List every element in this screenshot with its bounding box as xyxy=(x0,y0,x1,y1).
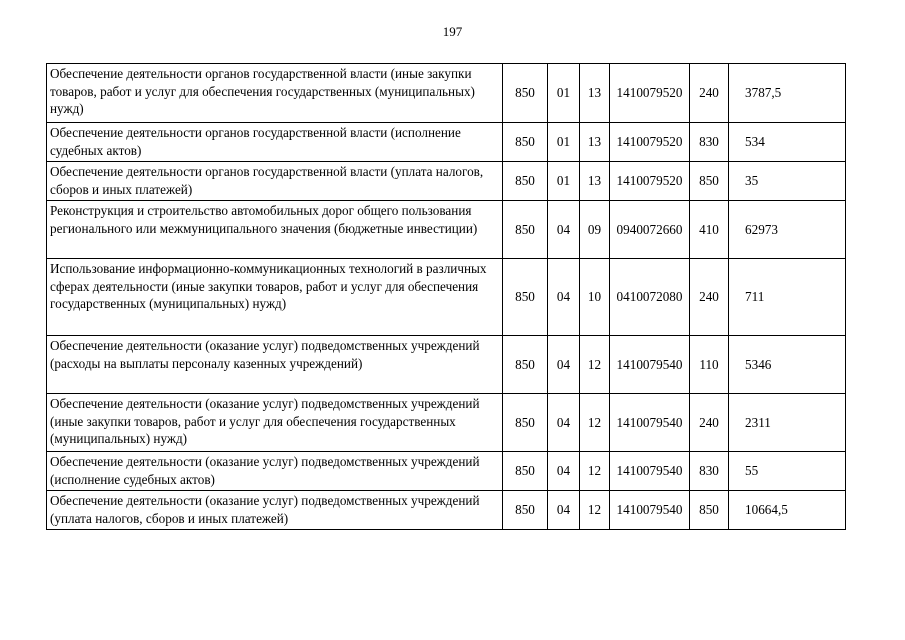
row-section-code: 01 xyxy=(548,162,580,201)
row-amount: 62973 xyxy=(729,201,846,259)
row-admin-code: 850 xyxy=(503,201,548,259)
row-target-code: 1410079540 xyxy=(610,491,690,530)
row-subsection-code: 09 xyxy=(580,201,610,259)
budget-table xyxy=(46,63,846,530)
table-row xyxy=(47,491,846,530)
row-expense-type: 850 xyxy=(690,162,729,201)
row-amount: 2311 xyxy=(729,394,846,452)
row-expense-type: 240 xyxy=(690,259,729,336)
row-amount: 711 xyxy=(729,259,846,336)
row-section-code: 04 xyxy=(548,491,580,530)
row-subsection-code: 13 xyxy=(580,123,610,162)
row-target-code: 1410079520 xyxy=(610,123,690,162)
row-admin-code: 850 xyxy=(503,394,548,452)
table-row xyxy=(47,259,846,336)
row-target-code: 1410079540 xyxy=(610,452,690,491)
row-subsection-code: 12 xyxy=(580,394,610,452)
row-admin-code: 850 xyxy=(503,491,548,530)
row-amount: 5346 xyxy=(729,336,846,394)
row-target-code: 1410079540 xyxy=(610,394,690,452)
row-expense-type: 850 xyxy=(690,491,729,530)
row-target-code: 1410079520 xyxy=(610,64,690,123)
row-amount: 3787,5 xyxy=(729,64,846,123)
row-section-code: 04 xyxy=(548,259,580,336)
row-description: Обеспечение деятельности (оказание услуг) подведомственных учреждений (уплата налогов, сборов и иных платежей) xyxy=(47,491,503,530)
row-admin-code: 850 xyxy=(503,123,548,162)
row-target-code: 1410079520 xyxy=(610,162,690,201)
row-target-code: 0410072080 xyxy=(610,259,690,336)
row-amount: 10664,5 xyxy=(729,491,846,530)
row-target-code: 1410079540 xyxy=(610,336,690,394)
row-admin-code: 850 xyxy=(503,162,548,201)
table-row xyxy=(47,394,846,452)
page-number: 197 xyxy=(442,24,463,39)
row-subsection-code: 12 xyxy=(580,491,610,530)
row-section-code: 04 xyxy=(548,336,580,394)
row-description: Обеспечение деятельности органов государственной власти (исполнение судебных актов) xyxy=(47,123,503,162)
row-description: Обеспечение деятельности (оказание услуг) подведомственных учреждений (иные закупки товаров, работ и услуг для обеспечения государственных (муниципальных) нужд) xyxy=(47,394,503,452)
table-row xyxy=(47,123,846,162)
row-amount: 534 xyxy=(729,123,846,162)
row-admin-code: 850 xyxy=(503,64,548,123)
table-row xyxy=(47,336,846,394)
row-target-code: 0940072660 xyxy=(610,201,690,259)
row-section-code: 04 xyxy=(548,394,580,452)
row-admin-code: 850 xyxy=(503,259,548,336)
row-expense-type: 240 xyxy=(690,64,729,123)
row-admin-code: 850 xyxy=(503,336,548,394)
table-row xyxy=(47,162,846,201)
row-subsection-code: 12 xyxy=(580,452,610,491)
row-description: Реконструкция и строительство автомобильных дорог общего пользования регионального или межмуниципального значения (бюджетные инвестиции) xyxy=(47,201,503,259)
row-amount: 35 xyxy=(729,162,846,201)
row-description: Обеспечение деятельности (оказание услуг) подведомственных учреждений (исполнение судебных актов) xyxy=(47,452,503,491)
row-admin-code: 850 xyxy=(503,452,548,491)
row-section-code: 04 xyxy=(548,201,580,259)
table-row xyxy=(47,201,846,259)
row-section-code: 01 xyxy=(548,123,580,162)
row-subsection-code: 12 xyxy=(580,336,610,394)
row-amount: 55 xyxy=(729,452,846,491)
row-expense-type: 830 xyxy=(690,123,729,162)
row-subsection-code: 13 xyxy=(580,162,610,201)
row-section-code: 01 xyxy=(548,64,580,123)
row-subsection-code: 10 xyxy=(580,259,610,336)
row-description: Использование информационно-коммуникационных технологий в различных сферах деятельности (иные закупки товаров, работ и услуг для обеспечения государственных (муниципальных) нужд) xyxy=(47,259,503,336)
table-row xyxy=(47,452,846,491)
row-expense-type: 240 xyxy=(690,394,729,452)
row-subsection-code: 13 xyxy=(580,64,610,123)
table-row xyxy=(47,64,846,123)
row-expense-type: 410 xyxy=(690,201,729,259)
row-description: Обеспечение деятельности органов государственной власти (иные закупки товаров, работ и услуг для обеспечения государственных (муниципальных) нужд) xyxy=(47,64,503,123)
row-expense-type: 830 xyxy=(690,452,729,491)
row-description: Обеспечение деятельности органов государственной власти (уплата налогов, сборов и иных платежей) xyxy=(47,162,503,201)
row-description: Обеспечение деятельности (оказание услуг) подведомственных учреждений (расходы на выплаты персоналу казенных учреждений) xyxy=(47,336,503,394)
row-expense-type: 110 xyxy=(690,336,729,394)
row-section-code: 04 xyxy=(548,452,580,491)
